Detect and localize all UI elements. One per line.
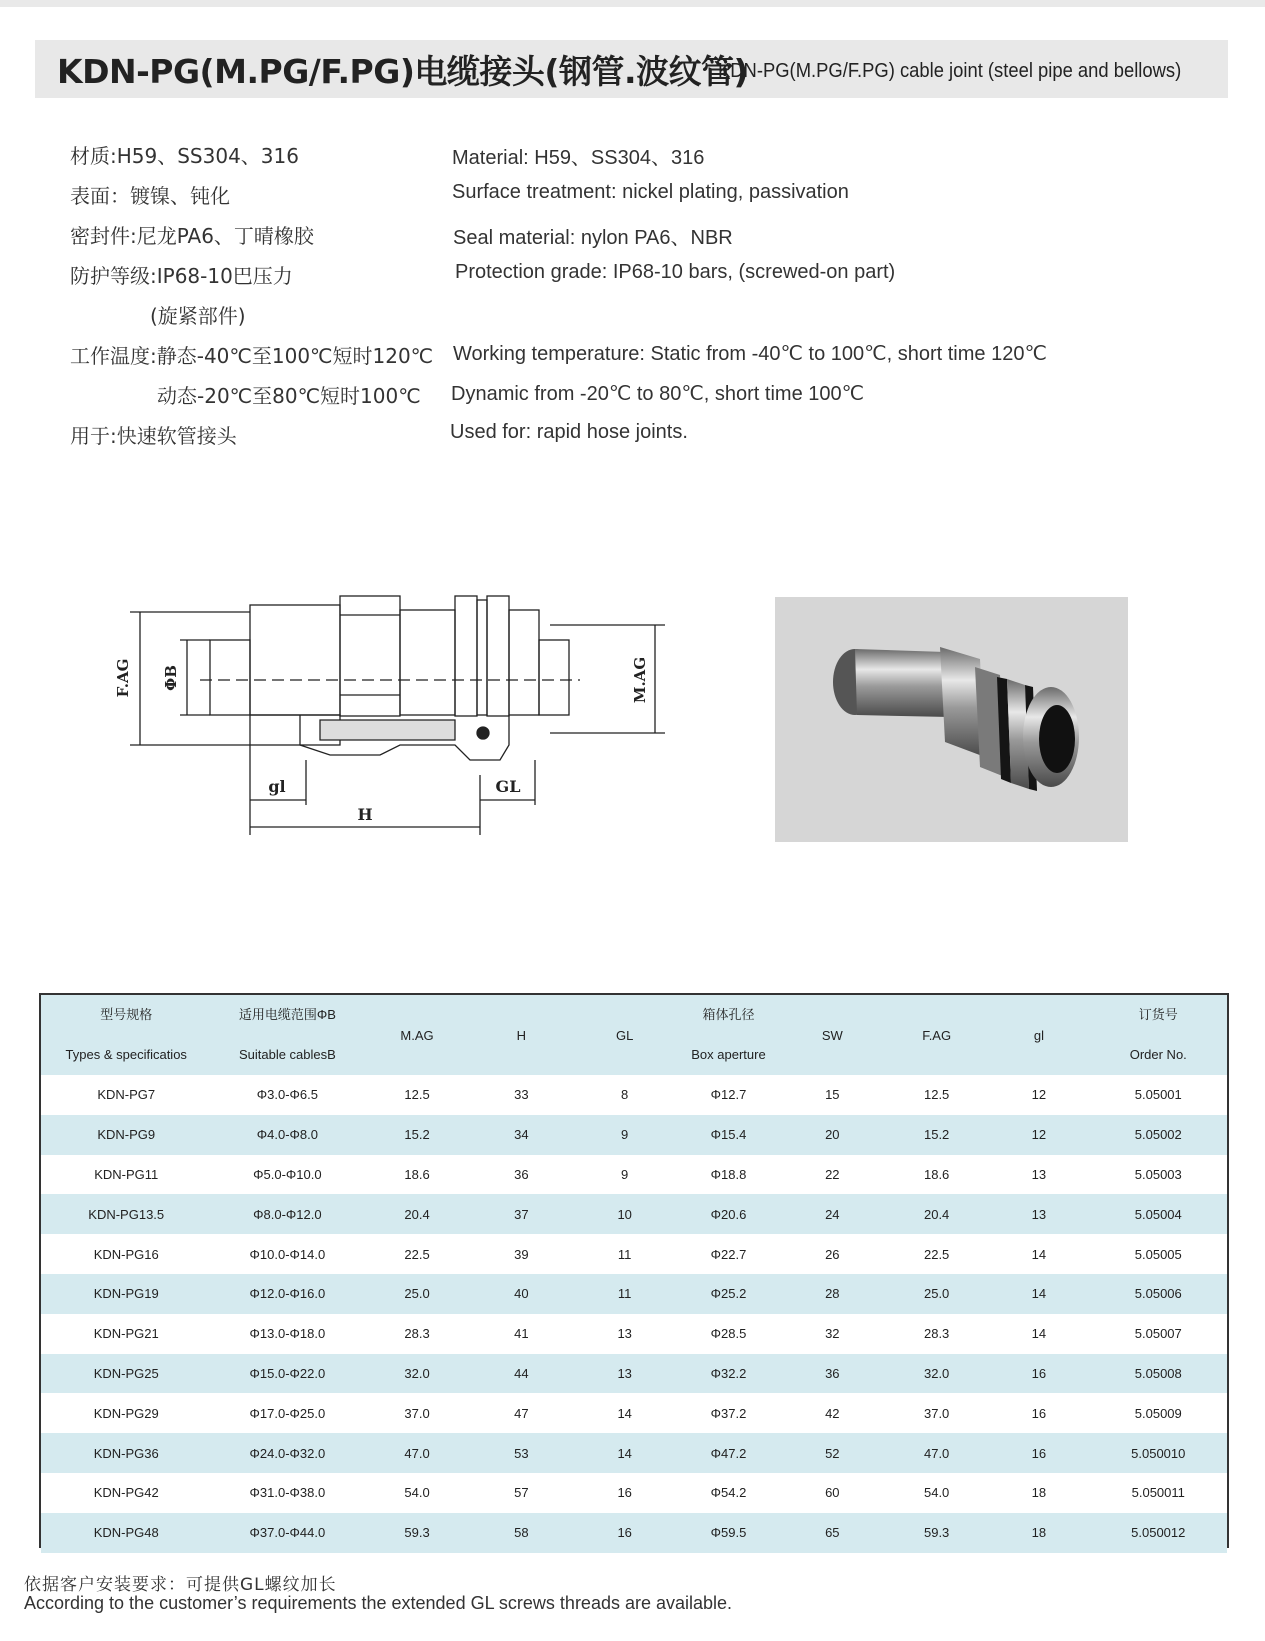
table-cell: 18 [988,1513,1089,1553]
table-cell: 39 [514,1246,529,1262]
table-cell: 16 [1031,1405,1047,1421]
table-cell: 24 [780,1194,885,1234]
table-cell: 13 [572,1354,677,1394]
column-header [780,995,885,1075]
table-row [41,1393,1227,1433]
dim-label-fag: F.AG [114,658,132,698]
dim-label-phib: ΦB [162,665,180,691]
table-row [41,1314,1227,1354]
column-header [363,995,470,1075]
table-cell: 22 [825,1166,840,1182]
table-cell: 32.0 [363,1354,470,1394]
column-header-en: SW [821,1027,843,1043]
spec-en-temp-static: Working temperature: Static from -40℃ to 100℃, short time 120℃ [453,343,1047,365]
column-header-en: M.AG [400,1027,434,1043]
table-cell: Φ13.0-Φ18.0 [249,1326,326,1342]
spec-zh-seal: 密封件:尼龙PA6、丁晴橡胶 [70,224,314,248]
table-cell: 14 [572,1433,677,1473]
dim-label-mag: M.AG [631,656,649,704]
table-cell: 5.05003 [1134,1166,1182,1182]
table-cell: Φ37.0-Φ44.0 [211,1513,363,1553]
table-cell: 34 [471,1115,572,1155]
table-cell: KDN-PG16 [93,1246,159,1262]
technical-drawing [110,585,670,845]
table-cell: 13 [617,1326,632,1342]
spec-zh-usage: 用于:快速软管接头 [70,424,237,448]
data-table [41,995,1227,1553]
dim-label-gl-small: gl [268,777,286,796]
table-cell: 53 [471,1433,572,1473]
column-header-en: gl [1033,1027,1044,1043]
column-header-zh: 适用电缆范围ΦB [238,1007,336,1022]
table-cell: 26 [825,1246,840,1262]
table-cell: 28 [780,1274,885,1314]
table-cell: 13 [988,1194,1089,1234]
spec-en-temp-dynamic: Dynamic from -20℃ to 80℃, short time 100℃ [451,383,865,405]
table-cell: 5.05004 [1090,1194,1227,1234]
table-cell: Φ59.5 [677,1513,779,1553]
spec-zh-protection: 防护等级:IP68-10巴压力 [70,264,293,288]
table-cell: 15.2 [363,1115,470,1155]
column-header-en: Order No. [1129,1047,1187,1062]
table-cell: Φ31.0-Φ38.0 [249,1485,326,1501]
table-cell: 5.05006 [1090,1274,1227,1314]
table-row [41,1234,1227,1274]
spec-zh-temp-static: 工作温度:静态-40℃至100℃短时120℃ [70,344,434,368]
table-row [41,1075,1227,1115]
page-title-en: KDN-PG(M.PG/F.PG) cable joint (steel pipe and bellows) [718,60,1182,82]
table-cell: 16 [988,1433,1089,1473]
table-row [41,1354,1227,1394]
table-cell: 65 [780,1513,885,1553]
table-row [41,1473,1227,1513]
table-header-row [41,995,1227,1075]
table-cell: 14 [617,1405,632,1421]
column-header [572,995,677,1075]
table-cell: Φ3.0-Φ6.5 [256,1087,318,1103]
column-header [41,995,211,1075]
table-cell: 5.05008 [1090,1354,1227,1394]
table-cell: 25.0 [885,1274,988,1314]
column-header-en: H [516,1027,527,1043]
column-header [885,995,988,1075]
table-cell: 22.5 [923,1246,950,1262]
column-header-zh: 箱体孔径 [702,1007,755,1022]
table-cell: 5.050010 [1090,1433,1227,1473]
table-cell: Φ15.4 [677,1115,779,1155]
table-cell: 28.3 [404,1326,430,1342]
table-cell: 12.5 [923,1087,950,1103]
table-cell: 59.3 [363,1513,470,1553]
table-cell: Φ32.2 [677,1354,779,1394]
table-cell: 54.0 [923,1485,950,1501]
table-row [41,1194,1227,1234]
table-cell: 15 [825,1087,840,1103]
table-cell: 57 [514,1485,529,1501]
table-cell: 37 [471,1194,572,1234]
table-cell: Φ28.5 [710,1326,747,1342]
table-cell: Φ47.2 [677,1433,779,1473]
column-header-en: GL [616,1027,634,1043]
table-cell: KDN-PG11 [94,1166,159,1182]
table-cell: 44 [471,1354,572,1394]
table-cell: KDN-PG7 [97,1087,156,1103]
column-header [471,995,572,1075]
table-cell: Φ25.2 [677,1274,779,1314]
table-cell: KDN-PG36 [41,1433,211,1473]
cable-joint-image [775,597,1128,842]
table-cell: 47.0 [885,1433,988,1473]
table-cell: KDN-PG13.5 [41,1194,211,1234]
table-cell: 47 [514,1405,529,1421]
spec-zh-protection-note: (旋紧部件) [150,304,246,328]
table-row [41,1513,1227,1553]
table-cell: 15.2 [885,1115,988,1155]
table-cell: Φ12.0-Φ16.0 [211,1274,363,1314]
table-cell: 9 [572,1115,677,1155]
table-cell: 11 [617,1246,632,1262]
column-header [1090,995,1227,1075]
table-cell: 58 [471,1513,572,1553]
table-cell: KDN-PG42 [93,1485,159,1501]
table-cell: KDN-PG25 [41,1354,211,1394]
dim-label-gl: GL [495,777,521,796]
table-cell: 36 [514,1166,529,1182]
table-cell: 12.5 [404,1087,430,1103]
dim-label-h: H [357,805,373,824]
table-cell: Φ4.0-Φ8.0 [211,1115,363,1155]
table-cell: Φ18.8 [710,1166,747,1182]
product-photo [775,597,1128,842]
page-title-zh: KDN-PG(M.PG/F.PG)电缆接头(钢管.波纹管) [57,52,749,91]
column-header-zh: 型号规格 [100,1007,153,1022]
table-cell: 5.05001 [1134,1087,1182,1103]
specs-table [39,993,1229,1548]
spec-zh-material: 材质:H59、SS304、316 [70,144,299,168]
column-header-en: Types & specificatios [65,1047,187,1062]
table-cell: 5.050012 [1090,1513,1227,1553]
table-cell: 33 [514,1087,529,1103]
table-cell: 12 [1031,1087,1047,1103]
table-cell: 37.0 [923,1405,950,1421]
column-header-en: Box aperture [691,1047,766,1062]
table-cell: Φ20.6 [677,1194,779,1234]
table-cell: 41 [514,1326,529,1342]
table-cell: 18 [1031,1485,1047,1501]
spec-en-seal: Seal material: nylon PA6、NBR [453,227,733,249]
table-cell: 11 [572,1274,677,1314]
table-cell: 20.4 [885,1194,988,1234]
table-cell: 37.0 [404,1405,430,1421]
title-bar [35,40,1228,98]
spec-en-material: Material: H59、SS304、316 [452,147,705,169]
table-cell: 8 [621,1087,629,1103]
table-row [41,1155,1227,1195]
table-cell: KDN-PG21 [93,1326,159,1342]
spec-zh-surface: 表面：镀镍、钝化 [70,184,230,208]
footer-note-zh: 依据客户安装要求：可提供GL螺纹加长 [24,1575,337,1595]
table-cell: Φ15.0-Φ22.0 [211,1354,363,1394]
column-header-zh: 订货号 [1138,1007,1178,1022]
table-cell: 20.4 [363,1194,470,1234]
table-cell: 13 [1031,1166,1047,1182]
column-header [211,995,363,1075]
table-cell: 16 [572,1513,677,1553]
table-cell: Φ17.0-Φ25.0 [249,1405,326,1421]
table-cell: Φ37.2 [710,1405,747,1421]
table-cell: 60 [825,1485,840,1501]
table-row [41,1433,1227,1473]
table-cell: 47.0 [363,1433,470,1473]
table-cell: 36 [780,1354,885,1394]
table-cell: 20 [780,1115,885,1155]
table-cell: 10 [572,1194,677,1234]
table-cell: 18.6 [404,1166,430,1182]
table-cell: 22.5 [404,1246,430,1262]
table-cell: 32 [825,1326,840,1342]
column-header-en: F.AG [922,1027,952,1043]
table-cell: 54.0 [404,1485,430,1501]
table-cell: 5.05005 [1134,1246,1182,1262]
table-cell: Φ5.0-Φ10.0 [253,1166,322,1182]
table-cell: 5.05007 [1134,1326,1182,1342]
table-row [41,1274,1227,1314]
table-cell: Φ12.7 [710,1087,747,1103]
table-cell: 25.0 [363,1274,470,1314]
table-cell: 14 [1031,1246,1047,1262]
spec-en-protection: Protection grade: IP68-10 bars, (screwed-on part) [455,261,896,283]
table-cell: 59.3 [885,1513,988,1553]
table-cell: Φ54.2 [710,1485,747,1501]
table-cell: 14 [1031,1326,1047,1342]
footer-note-en: According to the customer’s requirements the extended GL screws threads are available. [24,1593,733,1613]
column-header [677,995,779,1075]
table-cell: 5.05009 [1134,1405,1182,1421]
table-cell: 42 [825,1405,840,1421]
top-rule [0,0,1265,7]
table-cell: 14 [988,1274,1089,1314]
table-cell: Φ10.0-Φ14.0 [249,1246,326,1262]
table-cell: 52 [780,1433,885,1473]
table-cell: 5.050011 [1131,1485,1185,1501]
table-cell: 16 [617,1485,632,1501]
spec-en-surface: Surface treatment: nickel plating, passivation [452,181,849,203]
spec-zh-temp-dynamic: 动态-20℃至80℃短时100℃ [157,384,421,408]
table-cell: 16 [988,1354,1089,1394]
table-cell: 28.3 [923,1326,950,1342]
table-cell: 12 [988,1115,1089,1155]
table-cell: KDN-PG48 [41,1513,211,1553]
table-cell: 40 [471,1274,572,1314]
table-cell: 32.0 [885,1354,988,1394]
table-cell: 9 [621,1166,629,1182]
table-cell: 18.6 [923,1166,950,1182]
table-cell: Φ24.0-Φ32.0 [211,1433,363,1473]
spec-en-usage: Used for: rapid hose joints. [450,421,688,443]
table-cell: KDN-PG29 [93,1405,159,1421]
table-cell: 5.05002 [1090,1115,1227,1155]
table-cell: KDN-PG9 [41,1115,211,1155]
table-cell: Φ8.0-Φ12.0 [211,1194,363,1234]
column-header [988,995,1089,1075]
column-header-en: Suitable cablesB [238,1047,336,1062]
table-cell: KDN-PG19 [41,1274,211,1314]
table-row [41,1115,1227,1155]
table-cell: Φ22.7 [710,1246,747,1262]
